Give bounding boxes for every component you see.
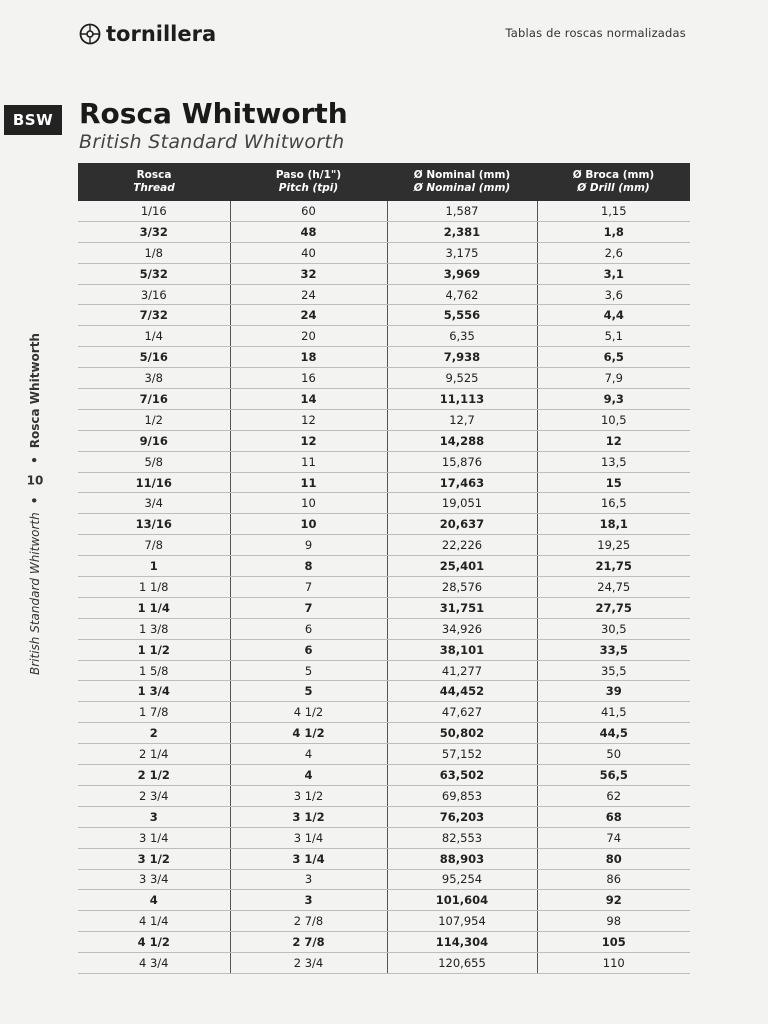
cell-drill: 13,5 xyxy=(537,451,690,472)
page-subtitle: British Standard Whitworth xyxy=(79,131,345,153)
side-standard-name: British Standard Whitworth xyxy=(28,512,42,675)
cell-nominal: 14,288 xyxy=(387,430,537,451)
side-section-name: Rosca Whitworth xyxy=(28,333,42,449)
table-row xyxy=(78,221,690,242)
cell-drill: 68 xyxy=(537,806,690,827)
cell-thread: 2 3/4 xyxy=(78,785,230,806)
cell-thread: 1 1/2 xyxy=(78,639,230,660)
cell-thread: 1 3/8 xyxy=(78,618,230,639)
cell-thread: 3 1/2 xyxy=(78,848,230,869)
cell-pitch: 6 xyxy=(230,618,387,639)
table-row xyxy=(78,556,690,577)
table-row xyxy=(78,765,690,786)
thread-type-badge: BSW xyxy=(4,105,62,135)
cell-drill: 9,3 xyxy=(537,389,690,410)
table-row xyxy=(78,932,690,953)
cell-pitch: 11 xyxy=(230,472,387,493)
cell-drill: 80 xyxy=(537,848,690,869)
cell-drill: 86 xyxy=(537,869,690,890)
cell-pitch: 5 xyxy=(230,681,387,702)
cell-pitch: 40 xyxy=(230,242,387,263)
cell-drill: 16,5 xyxy=(537,493,690,514)
cell-nominal: 44,452 xyxy=(387,681,537,702)
cell-thread: 2 xyxy=(78,723,230,744)
cell-drill: 27,75 xyxy=(537,597,690,618)
cell-drill: 41,5 xyxy=(537,702,690,723)
cell-pitch: 3 1/4 xyxy=(230,848,387,869)
cell-drill: 21,75 xyxy=(537,556,690,577)
cell-nominal: 17,463 xyxy=(387,472,537,493)
cell-pitch: 7 xyxy=(230,597,387,618)
cell-pitch: 32 xyxy=(230,263,387,284)
cell-thread: 13/16 xyxy=(78,514,230,535)
cell-nominal: 28,576 xyxy=(387,577,537,598)
cell-nominal: 2,381 xyxy=(387,221,537,242)
cell-thread: 5/32 xyxy=(78,263,230,284)
cell-drill: 62 xyxy=(537,785,690,806)
cell-pitch: 7 xyxy=(230,577,387,598)
cell-drill: 2,6 xyxy=(537,242,690,263)
cell-nominal: 50,802 xyxy=(387,723,537,744)
cell-thread: 1 1/4 xyxy=(78,597,230,618)
cell-pitch: 18 xyxy=(230,347,387,368)
cell-nominal: 20,637 xyxy=(387,514,537,535)
cell-drill: 56,5 xyxy=(537,765,690,786)
cell-pitch: 4 xyxy=(230,765,387,786)
cell-nominal: 120,655 xyxy=(387,953,537,974)
cell-thread: 5/8 xyxy=(78,451,230,472)
cell-nominal: 107,954 xyxy=(387,911,537,932)
cell-nominal: 15,876 xyxy=(387,451,537,472)
cell-nominal: 4,762 xyxy=(387,284,537,305)
cell-thread: 4 3/4 xyxy=(78,953,230,974)
cell-thread: 1/8 xyxy=(78,242,230,263)
table-row xyxy=(78,911,690,932)
cell-pitch: 16 xyxy=(230,368,387,389)
cell-drill: 5,1 xyxy=(537,326,690,347)
cell-drill: 10,5 xyxy=(537,409,690,430)
cell-drill: 24,75 xyxy=(537,577,690,598)
cell-drill: 6,5 xyxy=(537,347,690,368)
header-thread: Rosca Thread xyxy=(78,163,230,201)
cell-nominal: 22,226 xyxy=(387,535,537,556)
cell-thread: 1/4 xyxy=(78,326,230,347)
cell-pitch: 4 xyxy=(230,744,387,765)
cell-pitch: 3 xyxy=(230,869,387,890)
cell-nominal: 12,7 xyxy=(387,409,537,430)
cell-pitch: 14 xyxy=(230,389,387,410)
table-row xyxy=(78,618,690,639)
cell-thread: 3 1/4 xyxy=(78,827,230,848)
cell-pitch: 24 xyxy=(230,284,387,305)
side-separator: • xyxy=(28,456,42,464)
cell-thread: 7/32 xyxy=(78,305,230,326)
cell-thread: 3 3/4 xyxy=(78,869,230,890)
table-row xyxy=(78,514,690,535)
cell-nominal: 114,304 xyxy=(387,932,537,953)
table-row xyxy=(78,389,690,410)
table-row xyxy=(78,368,690,389)
cell-nominal: 76,203 xyxy=(387,806,537,827)
table-row xyxy=(78,577,690,598)
cell-nominal: 82,553 xyxy=(387,827,537,848)
cell-pitch: 4 1/2 xyxy=(230,723,387,744)
cell-thread: 1/16 xyxy=(78,201,230,221)
cell-drill: 1,15 xyxy=(537,201,690,221)
header-drill-diameter: Ø Broca (mm) Ø Drill (mm) xyxy=(537,163,690,201)
cell-thread: 1/2 xyxy=(78,409,230,430)
cell-pitch: 2 3/4 xyxy=(230,953,387,974)
table-row xyxy=(78,451,690,472)
table-row xyxy=(78,744,690,765)
table-row xyxy=(78,493,690,514)
cell-nominal: 57,152 xyxy=(387,744,537,765)
cell-drill: 4,4 xyxy=(537,305,690,326)
table-row xyxy=(78,723,690,744)
cell-drill: 18,1 xyxy=(537,514,690,535)
table-row xyxy=(78,702,690,723)
table-row xyxy=(78,869,690,890)
cell-nominal: 6,35 xyxy=(387,326,537,347)
brand-name: tornillera xyxy=(106,22,217,46)
page-title: Rosca Whitworth xyxy=(79,97,348,130)
table-body xyxy=(78,201,690,973)
cell-thread: 2 1/4 xyxy=(78,744,230,765)
cell-pitch: 3 1/2 xyxy=(230,806,387,827)
cell-thread: 7/16 xyxy=(78,389,230,410)
thread-table xyxy=(78,163,690,974)
table-row xyxy=(78,305,690,326)
table-row xyxy=(78,201,690,221)
cell-thread: 4 xyxy=(78,890,230,911)
cell-thread: 11/16 xyxy=(78,472,230,493)
cell-thread: 3/4 xyxy=(78,493,230,514)
cell-nominal: 19,051 xyxy=(387,493,537,514)
table-row xyxy=(78,848,690,869)
cell-nominal: 88,903 xyxy=(387,848,537,869)
cell-thread: 4 1/4 xyxy=(78,911,230,932)
table-row xyxy=(78,953,690,974)
header-pitch: Paso (h/1") Pitch (tpi) xyxy=(230,163,387,201)
cell-pitch: 9 xyxy=(230,535,387,556)
cell-pitch: 2 7/8 xyxy=(230,911,387,932)
table-row xyxy=(78,806,690,827)
cell-pitch: 12 xyxy=(230,409,387,430)
cell-nominal: 3,175 xyxy=(387,242,537,263)
gear-icon xyxy=(78,22,102,46)
cell-nominal: 41,277 xyxy=(387,660,537,681)
cell-drill: 105 xyxy=(537,932,690,953)
cell-drill: 30,5 xyxy=(537,618,690,639)
section-label: Tablas de roscas normalizadas xyxy=(505,26,686,40)
cell-nominal: 7,938 xyxy=(387,347,537,368)
cell-pitch: 24 xyxy=(230,305,387,326)
cell-pitch: 20 xyxy=(230,326,387,347)
cell-thread: 1 7/8 xyxy=(78,702,230,723)
cell-drill: 1,8 xyxy=(537,221,690,242)
cell-drill: 98 xyxy=(537,911,690,932)
table-row xyxy=(78,284,690,305)
table-row xyxy=(78,597,690,618)
cell-thread: 5/16 xyxy=(78,347,230,368)
cell-nominal: 34,926 xyxy=(387,618,537,639)
cell-thread: 3/32 xyxy=(78,221,230,242)
cell-thread: 1 3/4 xyxy=(78,681,230,702)
cell-thread: 3/16 xyxy=(78,284,230,305)
cell-drill: 12 xyxy=(537,430,690,451)
table-row xyxy=(78,785,690,806)
cell-nominal: 9,525 xyxy=(387,368,537,389)
cell-nominal: 1,587 xyxy=(387,201,537,221)
cell-nominal: 5,556 xyxy=(387,305,537,326)
cell-nominal: 31,751 xyxy=(387,597,537,618)
cell-pitch: 2 7/8 xyxy=(230,932,387,953)
cell-nominal: 47,627 xyxy=(387,702,537,723)
cell-drill: 44,5 xyxy=(537,723,690,744)
cell-pitch: 6 xyxy=(230,639,387,660)
cell-pitch: 3 1/4 xyxy=(230,827,387,848)
table-row xyxy=(78,242,690,263)
cell-pitch: 3 xyxy=(230,890,387,911)
cell-drill: 92 xyxy=(537,890,690,911)
cell-nominal: 101,604 xyxy=(387,890,537,911)
cell-pitch: 4 1/2 xyxy=(230,702,387,723)
table-header-row xyxy=(78,163,690,201)
cell-nominal: 11,113 xyxy=(387,389,537,410)
cell-nominal: 3,969 xyxy=(387,263,537,284)
cell-thread: 9/16 xyxy=(78,430,230,451)
cell-pitch: 10 xyxy=(230,493,387,514)
cell-drill: 110 xyxy=(537,953,690,974)
table-row xyxy=(78,430,690,451)
cell-pitch: 48 xyxy=(230,221,387,242)
table-row xyxy=(78,639,690,660)
cell-thread: 1 1/8 xyxy=(78,577,230,598)
cell-drill: 3,1 xyxy=(537,263,690,284)
table-row xyxy=(78,660,690,681)
cell-drill: 50 xyxy=(537,744,690,765)
table-row xyxy=(78,827,690,848)
table-row xyxy=(78,326,690,347)
cell-thread: 3/8 xyxy=(78,368,230,389)
cell-nominal: 38,101 xyxy=(387,639,537,660)
cell-drill: 3,6 xyxy=(537,284,690,305)
cell-thread: 3 xyxy=(78,806,230,827)
cell-thread: 1 5/8 xyxy=(78,660,230,681)
cell-pitch: 11 xyxy=(230,451,387,472)
cell-thread: 4 1/2 xyxy=(78,932,230,953)
table-row xyxy=(78,409,690,430)
table-row xyxy=(78,890,690,911)
cell-drill: 15 xyxy=(537,472,690,493)
cell-thread: 1 xyxy=(78,556,230,577)
cell-drill: 19,25 xyxy=(537,535,690,556)
cell-nominal: 69,853 xyxy=(387,785,537,806)
cell-drill: 35,5 xyxy=(537,660,690,681)
cell-pitch: 5 xyxy=(230,660,387,681)
cell-nominal: 25,401 xyxy=(387,556,537,577)
cell-drill: 39 xyxy=(537,681,690,702)
cell-pitch: 12 xyxy=(230,430,387,451)
cell-thread: 2 1/2 xyxy=(78,765,230,786)
cell-nominal: 95,254 xyxy=(387,869,537,890)
header-nominal-diameter: Ø Nominal (mm) Ø Nominal (mm) xyxy=(387,163,537,201)
cell-pitch: 10 xyxy=(230,514,387,535)
side-running-head xyxy=(28,333,42,675)
page-number: 10 xyxy=(26,473,44,488)
table-row xyxy=(78,681,690,702)
table-row xyxy=(78,472,690,493)
brand-logo xyxy=(78,22,216,46)
cell-drill: 7,9 xyxy=(537,368,690,389)
cell-thread: 7/8 xyxy=(78,535,230,556)
table-row xyxy=(78,263,690,284)
cell-pitch: 3 1/2 xyxy=(230,785,387,806)
cell-drill: 33,5 xyxy=(537,639,690,660)
table-row xyxy=(78,535,690,556)
cell-pitch: 60 xyxy=(230,201,387,221)
side-separator: • xyxy=(28,496,42,505)
table-row xyxy=(78,347,690,368)
cell-pitch: 8 xyxy=(230,556,387,577)
cell-nominal: 63,502 xyxy=(387,765,537,786)
cell-drill: 74 xyxy=(537,827,690,848)
